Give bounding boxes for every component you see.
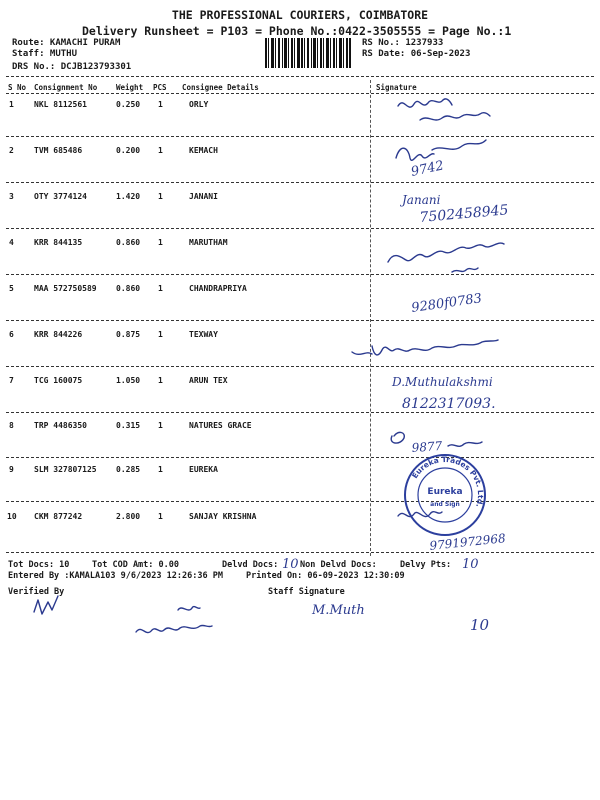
row-weight: 1.050: [116, 376, 141, 385]
row-sno: 5: [9, 284, 14, 293]
row-pcs: 1: [158, 465, 163, 474]
row-sno: 8: [9, 421, 14, 430]
handwritten-phone-row-3: 7502458945: [418, 202, 510, 226]
row-consignee: SANJAY KRISHNA: [189, 512, 257, 521]
verified-by-label: Verified By: [8, 587, 65, 597]
stamp-sub-text: and Sign: [430, 501, 460, 508]
signature-row-8: [391, 432, 404, 443]
row-weight: 0.875: [116, 330, 141, 339]
row-consignment-no: MAA 572750589: [34, 284, 97, 293]
row-weight: 0.860: [116, 284, 141, 293]
row-weight: 0.315: [116, 421, 141, 430]
signature-row-2: [396, 140, 486, 160]
row-consignment-no: KRR 844135: [34, 238, 83, 247]
row-sno: 1: [9, 100, 14, 109]
row-consignee: NATURES GRACE: [189, 421, 252, 430]
stamp-center-text: Eureka: [427, 487, 463, 497]
row-pcs: 1: [158, 100, 163, 109]
total-cod-amount: Tot COD Amt: 0.00: [92, 560, 179, 570]
handwritten-phone-row-5: 9280f0783: [410, 291, 483, 316]
staff-handwritten-signature: M.Muth: [312, 603, 365, 618]
row-sno: 9: [9, 465, 14, 474]
entered-by: Entered By :KAMALA103 9/6/2023 12:26:36 PM: [8, 571, 223, 581]
row-sno: 2: [9, 146, 14, 155]
signature-row-1: [398, 99, 490, 120]
row-consignee: ORLY: [189, 100, 209, 109]
col-header-consignment: Consignment No: [34, 83, 98, 92]
drs-number: DRS No.: DCJB123793301: [12, 62, 132, 72]
row-consignee: JANANI: [189, 192, 218, 201]
col-header-consignee: Consignee Details: [182, 83, 259, 92]
row-weight: 0.250: [116, 100, 141, 109]
row-weight: 2.800: [116, 512, 141, 521]
row-pcs: 1: [158, 330, 163, 339]
handwritten-name-row-7: D.Muthulakshmi: [392, 375, 493, 389]
staff-signature-label: Staff Signature: [268, 587, 345, 597]
company-title: THE PROFESSIONAL COURIERS, COIMBATORE: [171, 8, 429, 22]
row-sno: 4: [9, 238, 14, 247]
col-header-signature: Signature: [376, 83, 417, 92]
row-pcs: 1: [158, 512, 163, 521]
row-sno: 7: [9, 376, 14, 385]
handwritten-phone-row-8: 9877: [411, 438, 443, 455]
row-consignment-no: KRR 844226: [34, 330, 83, 339]
signature-row-6: [352, 340, 498, 355]
non-delivered-docs-label: Non Delvd Docs:: [300, 560, 377, 570]
handwritten-name-row-3: Janani: [402, 193, 441, 207]
handwritten-delvd-docs-count: 10: [282, 557, 299, 572]
row-sno: 6: [9, 330, 14, 339]
row-consignment-no: CKM 877242: [34, 512, 83, 521]
handwritten-total-count: 10: [470, 616, 490, 634]
row-pcs: 1: [158, 421, 163, 430]
signature-row-4: [388, 243, 504, 272]
row-weight: 0.200: [116, 146, 141, 155]
row-consignment-no: TRP 4486350: [34, 421, 87, 430]
row-pcs: 1: [158, 238, 163, 247]
handwritten-phone-row-2: 9742: [409, 158, 446, 180]
row-consignment-no: SLM 327807125: [34, 465, 97, 474]
row-consignment-no: OTY 3774124: [34, 192, 87, 201]
row-sno: 10: [7, 512, 17, 521]
staff-label: Staff: MUTHU: [12, 49, 78, 59]
row-pcs: 1: [158, 146, 163, 155]
delivery-points-label: Delvy Pts:: [400, 560, 452, 570]
verified-by-signature: [34, 596, 58, 614]
col-header-pcs: PCS: [153, 83, 167, 92]
row-consignee: MARUTHAM: [189, 238, 228, 247]
row-consignee: CHANDRAPRIYA: [189, 284, 247, 293]
row-consignment-no: TVM 685486: [34, 146, 83, 155]
row-consignee: KEMACH: [189, 146, 218, 155]
row-consignee: TEXWAY: [189, 330, 218, 339]
row-weight: 0.285: [116, 465, 141, 474]
row-pcs: 1: [158, 192, 163, 201]
col-header-sno: S No: [8, 83, 27, 92]
runsheet-line: Delivery Runsheet = P103 = Phone No.:0422-3505555 = Page No.:1: [82, 24, 512, 38]
route-label: Route: KAMACHI PURAM: [12, 38, 121, 48]
handwritten-phone-row-10: 9791972968: [428, 531, 507, 553]
row-consignee: ARUN TEX: [189, 376, 228, 385]
row-pcs: 1: [158, 376, 163, 385]
rs-number: RS No.: 1237933: [362, 38, 444, 48]
row-consignment-no: TCG 160075: [34, 376, 83, 385]
handwritten-delivery-points: 10: [462, 557, 479, 572]
row-sno: 3: [9, 192, 14, 201]
row-pcs: 1: [158, 284, 163, 293]
col-header-weight: Weight: [116, 83, 144, 92]
handwritten-phone-row-7: 8122317093.: [402, 396, 496, 412]
delivered-docs-label: Delvd Docs:: [222, 560, 279, 570]
company-stamp: [402, 452, 488, 538]
row-weight: 1.420: [116, 192, 141, 201]
row-weight: 0.860: [116, 238, 141, 247]
stamp-ring-text: Eureka Trades Pvt. Ltd.: [410, 454, 486, 509]
row-consignee: EUREKA: [189, 465, 218, 474]
row-consignment-no: NKL 8112561: [34, 100, 87, 109]
total-docs: Tot Docs: 10: [8, 560, 70, 570]
rs-date: RS Date: 06-Sep-2023: [362, 49, 471, 59]
printed-on: Printed On: 06-09-2023 12:30:09: [246, 571, 405, 581]
